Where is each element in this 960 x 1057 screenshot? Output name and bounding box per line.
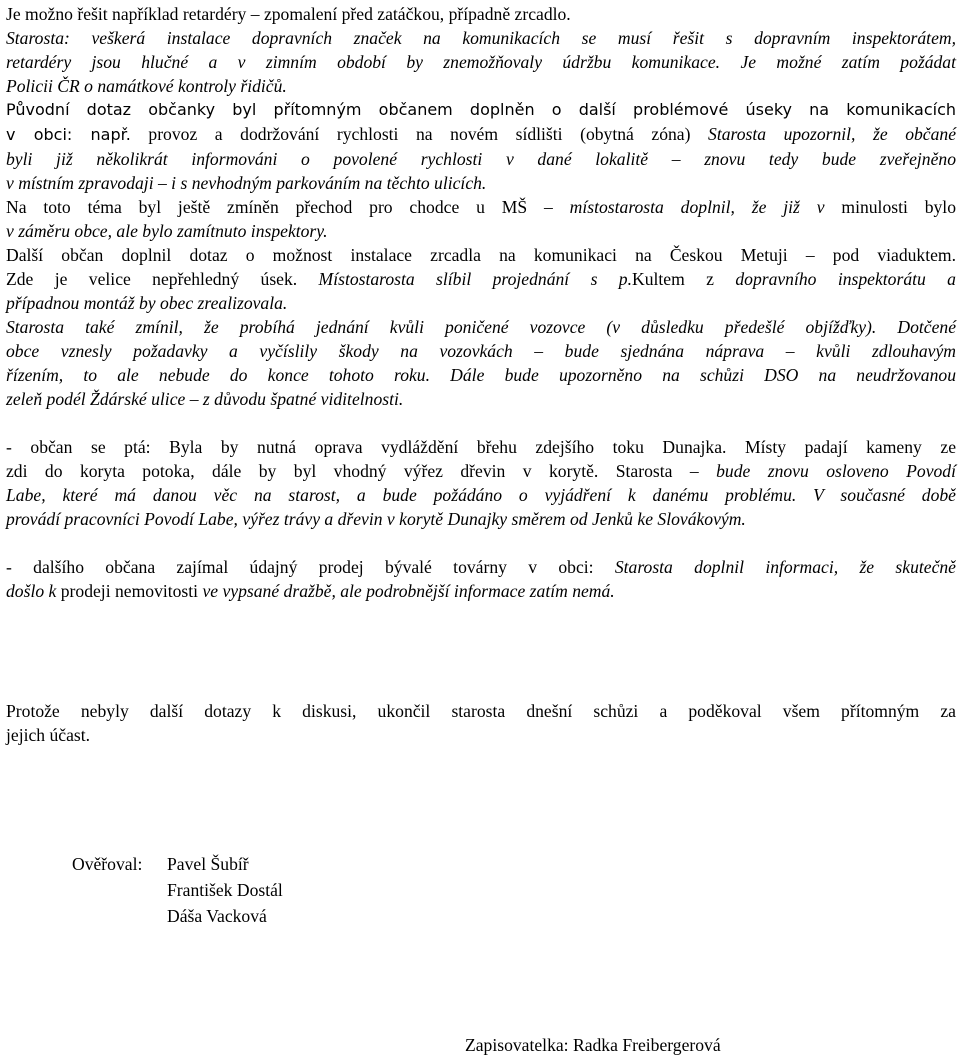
paragraph-retarders	[6, 2, 956, 98]
text-line: v záměru obce, ale bylo zamítnuto inspektory.	[6, 221, 328, 241]
text-line: došlo k prodeji nemovitosti ve vypsané dražbě, ale podrobnější informace zatím nemá.	[6, 581, 615, 601]
text-line: případnou montáž by obec zrealizovala.	[6, 293, 288, 313]
verifier-name: František Dostál	[167, 880, 283, 900]
text-line: - dalšího občana zajímal údajný prodej bývalé továrny v obci: Starosta doplnil informaci, že skutečně	[6, 557, 956, 577]
text-line: obce vznesly požadavky a vyčíslily škody na vozovkách – bude sjednána náprava – kvůli zdlouhavým	[6, 341, 956, 361]
verification-block	[72, 852, 283, 930]
recorder-signature: Zapisovatelka: Radka Freibergerová	[465, 1035, 721, 1055]
text-line: byli již několikrát informováni o povolené rychlosti v dané lokalitě – znovu tedy bude zveřejněno	[6, 149, 956, 169]
text-line: - občan se ptá: Byla by nutná oprava vydláždění břehu zdejšího toku Dunajka. Místy padají kameny ze	[6, 437, 956, 457]
text-line: zdi do koryta potoka, dále by byl vhodný výřez dřevin v korytě. Starosta – bude znovu osloveno Povodí	[6, 461, 956, 481]
text-line: Původní dotaz občanky byl přítomným občanem doplněn o další problémové úseky na komunikacích	[6, 100, 956, 119]
text-line: v místním zpravodaji – i s nevhodným parkováním na těchto ulicích.	[6, 173, 487, 193]
text-line: zeleň podél Ždárské ulice – z důvodu špatné viditelnosti.	[6, 389, 404, 409]
text-line: Protože nebyly další dotazy k diskusi, ukončil starosta dnešní schůzi a poděkoval všem přítomným za	[6, 701, 956, 721]
text-line: Starosta: veškerá instalace dopravních značek na komunikacích se musí řešit s dopravním inspektorátem,	[6, 28, 956, 48]
verifier-list	[167, 852, 283, 930]
text-line: Je možno řešit například retardéry – zpomalení před zatáčkou, případně zrcadlo.	[6, 4, 571, 24]
text-line: Na toto téma byl ještě zmíněn přechod pro chodce u MŠ – místostarosta doplnil, že již v minulosti bylo	[6, 197, 956, 217]
paragraph-speed	[6, 98, 956, 411]
text-line: Starosta také zmínil, že probíhá jednání kvůli poničené vozovce (v důsledku předešlé objížďky). Dotčené	[6, 317, 956, 337]
text-line: Zde je velice nepřehledný úsek. Místostarosta slíbil projednání s p.Kultem z dopravního inspektorátu a	[6, 269, 956, 289]
text-line: Labe, které má danou věc na starost, a bude požádáno o vyjádření k danému problému. V současné době	[6, 485, 956, 505]
text-line: jejich účast.	[6, 725, 91, 745]
text-line: Další občan doplnil dotaz o možnost instalace zrcadla na komunikaci na Českou Metuji – pod viaduktem.	[6, 245, 956, 265]
text-line: v obci: např. provoz a dodržování rychlosti na novém sídlišti (obytná zóna) Starosta upozornil, že občané	[6, 124, 957, 144]
text-line: retardéry jsou hlučné a v zimním období by znemožňovaly údržbu komunikace. Je možné zatím požádat	[6, 52, 956, 72]
paragraph-factory	[6, 555, 956, 603]
verifier-name: Dáša Vacková	[167, 906, 267, 926]
verifier-name: Pavel Šubíř	[167, 854, 249, 874]
verify-label: Ověřoval:	[72, 854, 143, 874]
text-line: Policii ČR o namátkové kontroly řidičů.	[6, 76, 287, 96]
text-line: provádí pracovníci Povodí Labe, výřez trávy a dřevin v korytě Dunajky směrem od Jenků ke Slovákovým.	[6, 509, 746, 529]
text-line: řízením, to ale nebude do konce tohoto roku. Dále bude upozorněno na schůzi DSO na neudržovanou	[6, 365, 956, 385]
paragraph-dunajka	[6, 435, 956, 531]
paragraph-closing	[6, 699, 956, 747]
